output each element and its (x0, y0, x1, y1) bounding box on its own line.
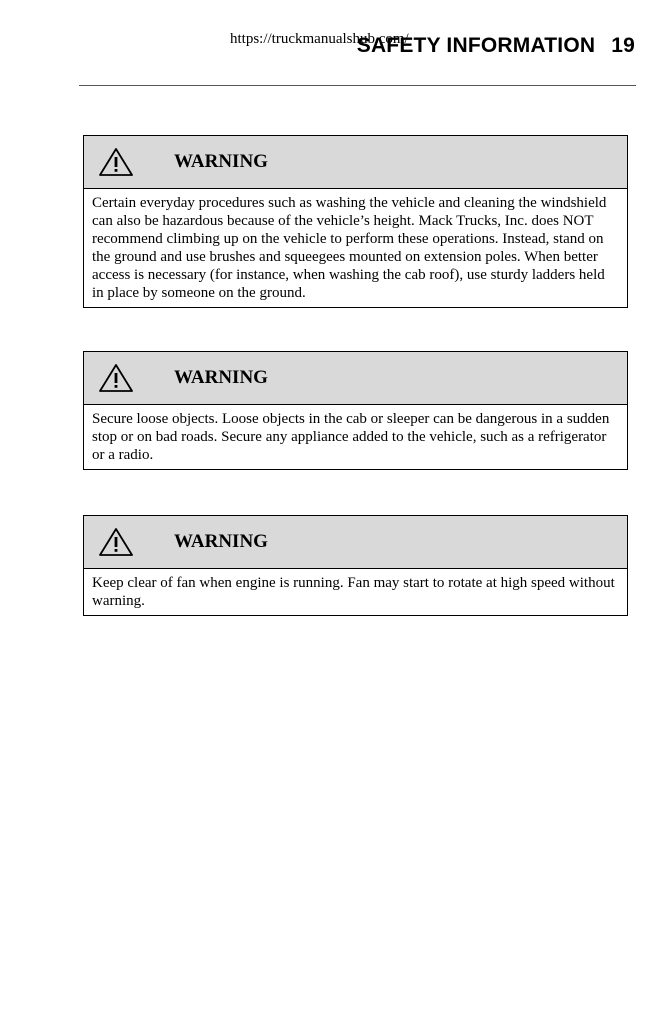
warning-box (83, 135, 628, 308)
warning-triangle-icon (96, 145, 136, 179)
section-title: SAFETY INFORMATION (356, 34, 596, 57)
warning-title: WARNING (174, 531, 268, 552)
page-number: 19 (611, 34, 635, 57)
header-divider (79, 85, 636, 86)
warning-triangle-icon (96, 361, 136, 395)
warning-text: Secure loose objects. Loose objects in the cab or sleeper can be dangerous in a sudden stop or on bad roads. Secure any appliance added to the vehicle, such as a refrigerator or a radio. (92, 411, 610, 463)
warning-header (84, 516, 627, 569)
warning-triangle-icon (96, 525, 136, 559)
warning-title: WARNING (174, 367, 268, 388)
warning-text: Keep clear of fan when engine is running. Fan may start to rotate at high speed without warning. (92, 575, 615, 609)
warning-header (84, 136, 627, 189)
watermark-url: https://truckmanualshub.com/ (230, 31, 409, 47)
warning-header (84, 352, 627, 405)
warning-title: WARNING (174, 151, 268, 172)
warning-box (83, 351, 628, 470)
warning-text: Certain everyday procedures such as washing the vehicle and cleaning the windshield can also be hazardous because of the vehicle’s height. Mack Trucks, Inc. does NOT recommend climbing up on the vehicle to perform these operations. Instead, stand on the ground and use brushes and squeegees mounted on extension poles. When better access is necessary (for instance, when washing the cab roof), use sturdy ladders held in place by someone on the ground. (92, 195, 607, 301)
warning-box (83, 515, 628, 616)
